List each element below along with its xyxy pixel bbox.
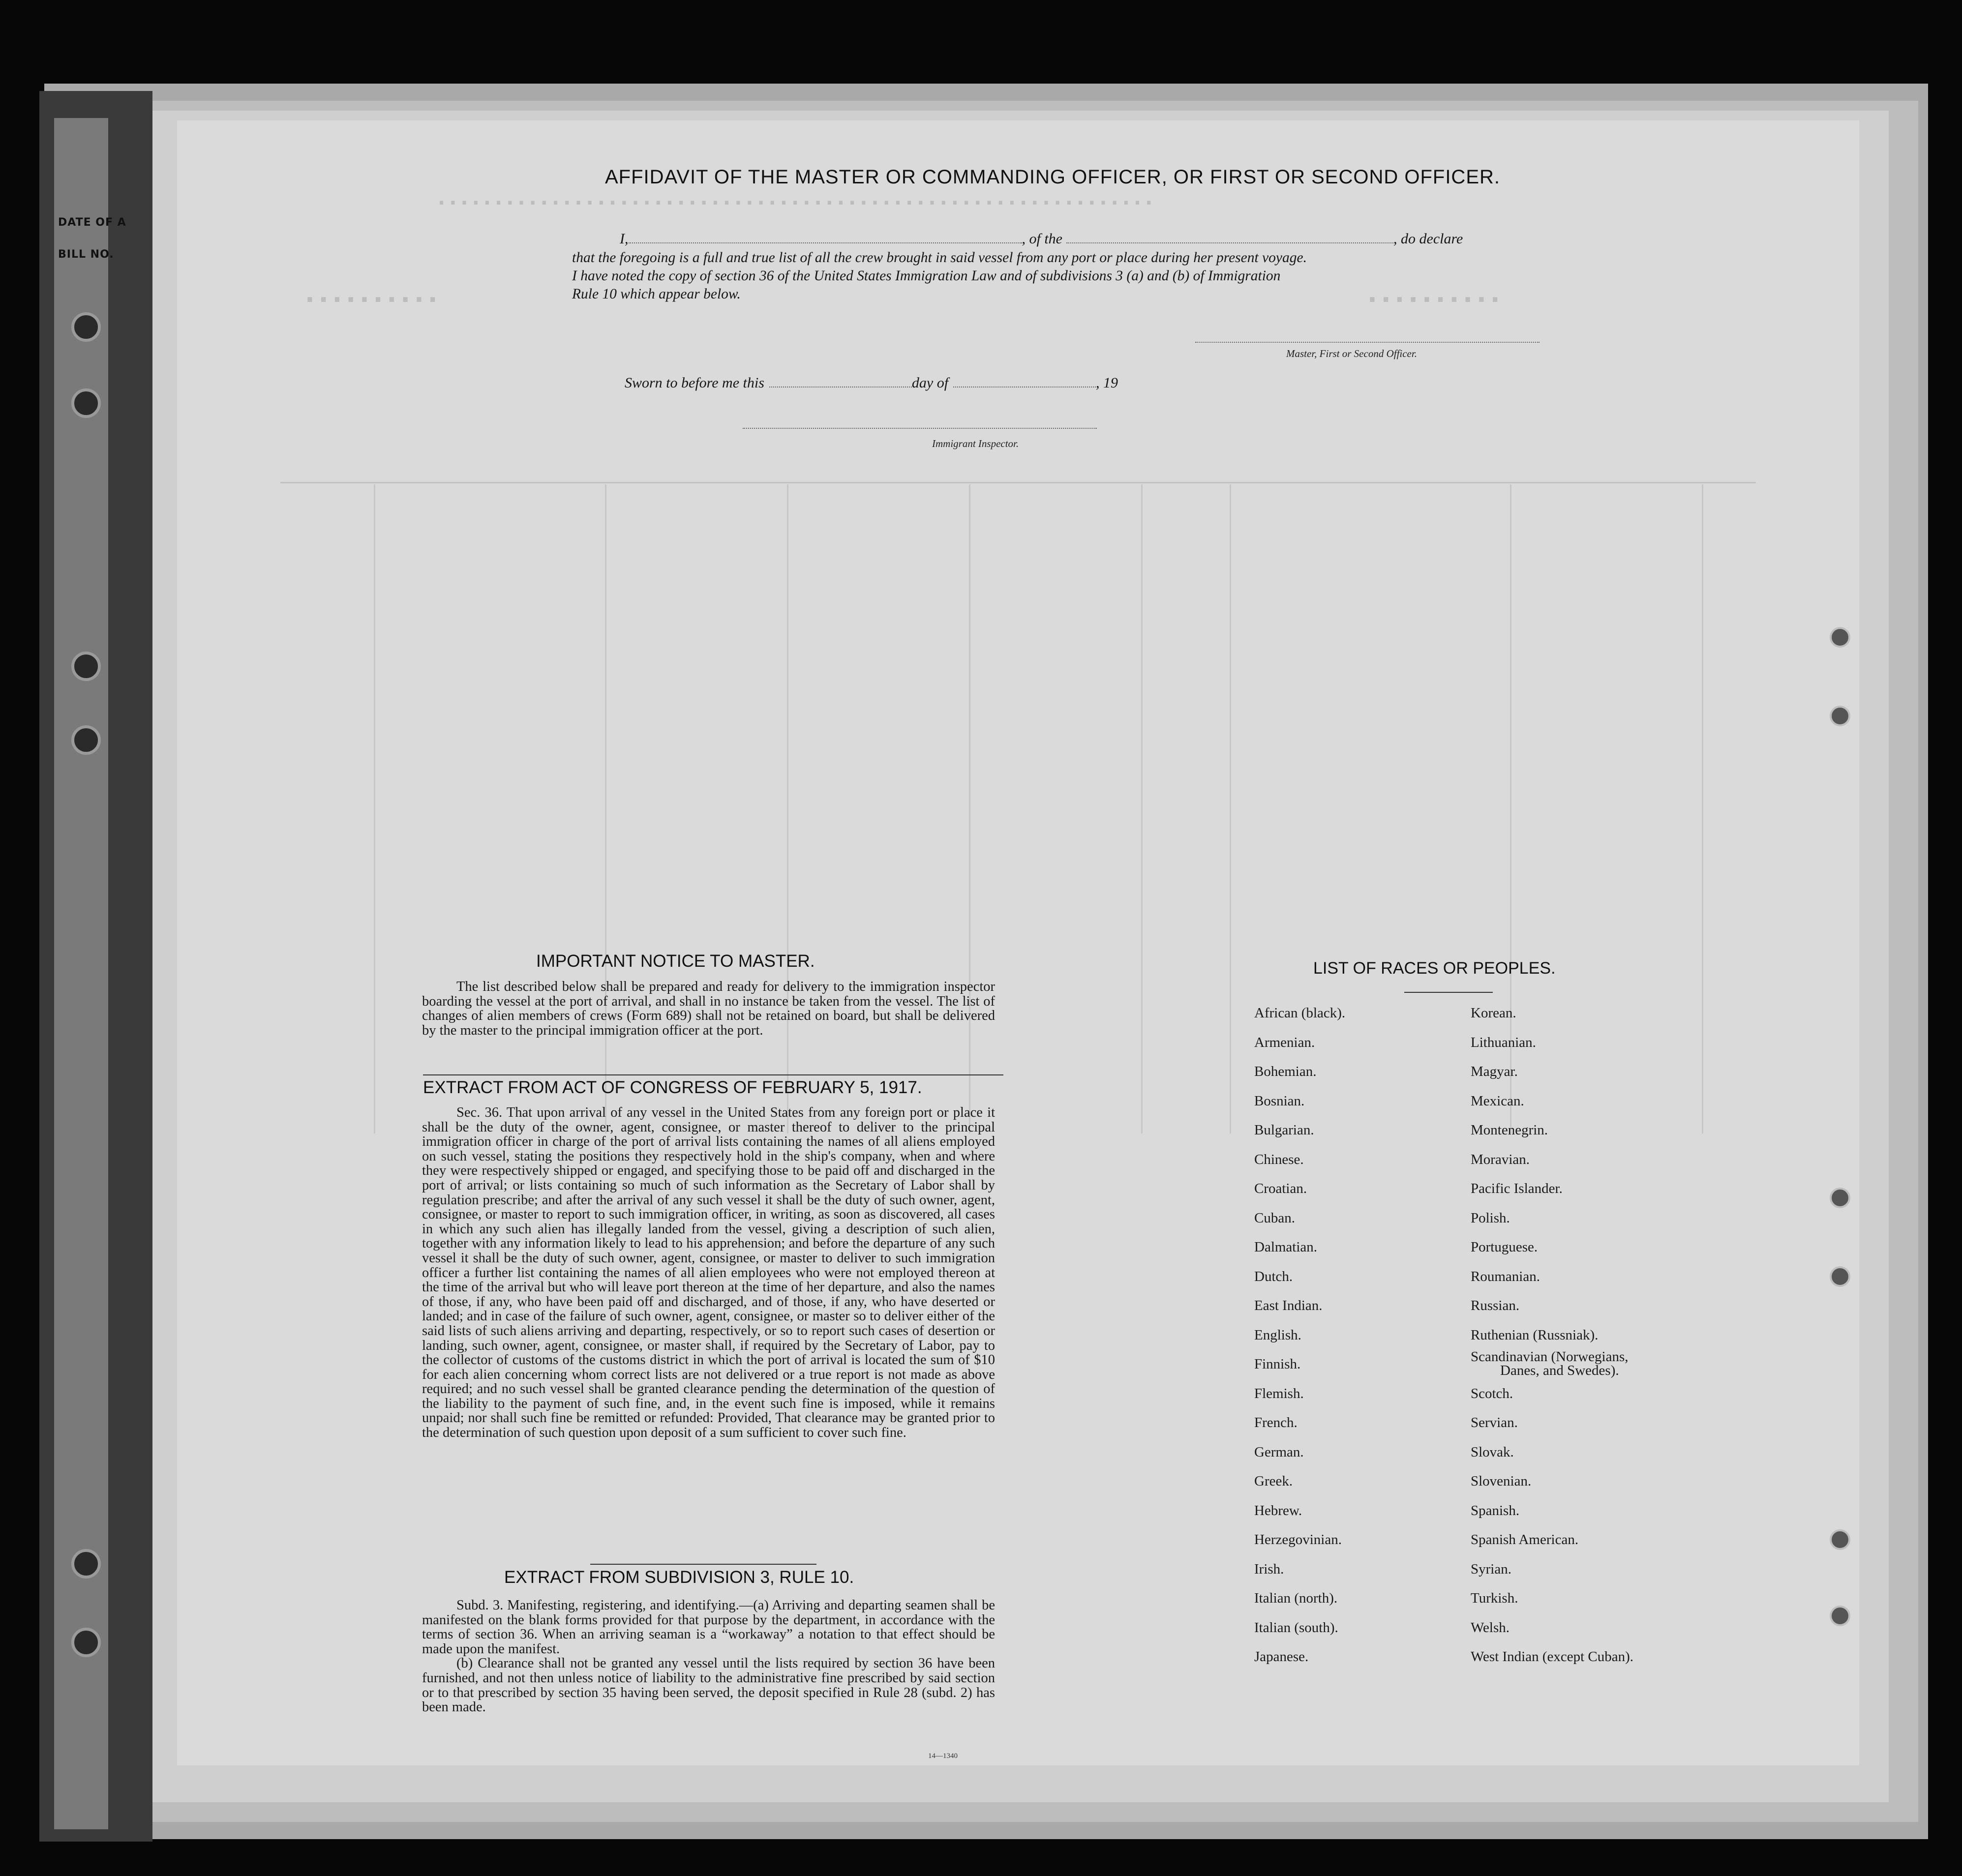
stamp-line-1: DATE OF A: [58, 216, 126, 229]
race-item: Montenegrin.: [1471, 1122, 1548, 1138]
race-item: Korean.: [1471, 1005, 1516, 1021]
rule-text: [422, 1598, 995, 1715]
section-rule: [590, 1564, 816, 1565]
punch-hole: [1830, 1529, 1850, 1550]
binder-ring: [71, 652, 101, 681]
race-item: Finnish.: [1254, 1356, 1301, 1372]
race-item: Dutch.: [1254, 1268, 1293, 1284]
race-item: Chinese.: [1254, 1151, 1304, 1167]
race-item: German.: [1254, 1444, 1304, 1460]
bleed-through-heading: ·······························································: [438, 192, 1157, 214]
race-item: Ruthenian (Russniak).: [1471, 1327, 1599, 1343]
race-item: Hebrew.: [1254, 1502, 1302, 1519]
inspector-signature-line: [743, 428, 1097, 429]
bleed-through-column: [374, 484, 375, 1133]
race-item: Mexican.: [1471, 1093, 1524, 1109]
race-item: Moravian.: [1471, 1151, 1530, 1167]
race-item: Servian.: [1471, 1415, 1518, 1430]
sworn-text: Sworn to before me this: [625, 375, 764, 391]
race-item: Slovak.: [1471, 1444, 1514, 1460]
bleed-through-subheading: ··········: [1367, 285, 1504, 315]
race-item: Welsh.: [1471, 1619, 1510, 1636]
binder-ring: [71, 1628, 101, 1657]
punch-hole: [1830, 706, 1850, 726]
act-paragraph: Sec. 36. That upon arrival of any vessel in the United States from any foreign port or place it shall be the duty of the owner, agent, consignee, or master thereof to deliver to the principal immigration officer in charge of the port of arrival lists containing the names of all aliens employed on such vessel, stating the positions they respectively hold in the ship's company, when and where they were respectively shipped or engaged, and specifying those to be paid off and discharged in the port of arrival; or lists containing so much of such information as the Secretary of Labor shall by regulation prescribe; and after the arrival of any such vessel it shall be the duty of such owner, agent, consignee, or master to report to such immigration officer, in writing, as soon as discovered, all cases in which any such alien has illegally landed from the vessel, giving a description of such alien, together with any information likely to lead to his apprehension; and before the departure of any such vessel it shall be the duty of such owner, agent, consignee, or master to deliver to such immigration officer a further list containing the names of all alien employees who were not employed thereon at the time of the arrival but who will leave port thereon at the time of her departure, and also the names of those, if any, who have been paid off and discharged, and of those, if any, who have deserted or landed; and in case of the failure of such owner, agent, consignee, or master so to deliver either of the said lists of such aliens arriving and departing, respectively, or so to report such cases of desertion or landing, such owner, agent, consignee, or master shall, if required by the Secretary of Labor, pay to the collector of customs of the customs district in which the port of arrival is located the sum of $10 for each alien concerning whom correct lists are not delivered or a true report is not made as above required; and no such vessel shall be granted clearance pending the determination of the question of the liability to the payment of such fine, and, in the event such fine is imposed, while it remains unpaid; nor shall such fine be remitted or refunded: Provided, That clearance may be granted prior to the determination of such question upon deposit of a sum sufficient to cover such fine.: [422, 1105, 995, 1441]
race-item: Scandinavian (Norwegians, Danes, and Swedes).: [1471, 1349, 1629, 1378]
race-item: Scotch.: [1471, 1385, 1513, 1401]
race-item: Roumanian.: [1471, 1268, 1540, 1284]
race-item: Croatian.: [1254, 1181, 1307, 1196]
name-blank: [629, 230, 1022, 243]
master-signature-line: [1195, 342, 1539, 343]
rule-paragraph-b: (b) Clearance shall not be granted any vessel until the lists required by section 36 have been furnished, and not then unless notice of liability to the administrative fine prescribed by said section or to that prescribed by section 35 having been served, the deposit specified in Rule 28 (subd. 2) has been made.: [422, 1656, 995, 1715]
act-text: [422, 1105, 995, 1440]
race-item: Herzegovinian.: [1254, 1532, 1342, 1548]
act-heading: EXTRACT FROM ACT OF CONGRESS OF FEBRUARY 5, 1917.: [423, 1078, 922, 1097]
race-item: Greek.: [1254, 1473, 1293, 1489]
binder-ring: [71, 725, 101, 755]
race-item: Cuban.: [1254, 1210, 1295, 1226]
races-list: [1254, 1005, 1746, 1665]
race-item: Polish.: [1471, 1210, 1510, 1226]
notice-heading: IMPORTANT NOTICE TO MASTER.: [536, 952, 815, 971]
affidavit-declaration-line: [620, 230, 1463, 247]
race-item: Slovenian.: [1471, 1473, 1532, 1489]
notice-text: [422, 980, 995, 1038]
punch-hole: [1830, 627, 1850, 648]
bleed-through-column: [1141, 484, 1143, 1133]
race-item: Bohemian.: [1254, 1064, 1317, 1079]
race-item: Bulgarian.: [1254, 1122, 1314, 1138]
race-item: Lithuanian.: [1471, 1034, 1536, 1050]
bleed-through-table: [280, 482, 1756, 483]
affidavit-of-the: , of the: [1022, 231, 1062, 247]
day-blank: [769, 374, 912, 387]
bleed-through-column: [1230, 484, 1231, 1133]
race-item: West Indian (except Cuban).: [1471, 1649, 1634, 1665]
race-item: Turkish.: [1471, 1590, 1518, 1606]
race-item: Italian (north).: [1254, 1590, 1338, 1606]
section-rule: [423, 1074, 1003, 1075]
race-item: Spanish American.: [1471, 1532, 1579, 1548]
race-item: African (black).: [1254, 1005, 1346, 1021]
race-item: Italian (south).: [1254, 1619, 1338, 1636]
affidavit-title: AFFIDAVIT OF THE MASTER OR COMMANDING OFFICER, OR FIRST OR SECOND OFFICER.: [605, 166, 1500, 188]
binder-ring: [71, 312, 101, 342]
race-item: Dalmatian.: [1254, 1239, 1318, 1255]
affidavit-line-2: that the foregoing is a full and true list of all the crew brought in said vessel from any port or place during her present voyage.: [572, 250, 1307, 266]
notice-paragraph: The list described below shall be prepared and ready for delivery to the immigration inspector boarding the vessel at the port of arrival, and shall in no instance be taken from the vessel. The list of changes of alien members of crews (Form 689) shall not be retained on board, but shall be delivered by the master to the principal immigration officer at the port.: [422, 979, 995, 1038]
month-blank: [953, 374, 1096, 387]
rule-heading: EXTRACT FROM SUBDIVISION 3, RULE 10.: [504, 1568, 854, 1587]
document-page: [177, 120, 1859, 1765]
day-of-text: day of: [911, 375, 949, 391]
affidavit-line-4: Rule 10 which appear below.: [572, 286, 741, 302]
punch-hole: [1830, 1266, 1850, 1287]
races-rule: [1404, 992, 1493, 993]
race-item: East Indian.: [1254, 1298, 1323, 1313]
race-item: Portuguese.: [1471, 1239, 1538, 1255]
inspector-caption: Immigrant Inspector.: [932, 438, 1019, 449]
stamp-line-2: BILL NO.: [58, 248, 114, 261]
affidavit-do-declare: , do declare: [1393, 231, 1463, 247]
binder-ring: [71, 388, 101, 418]
bleed-through-subheading: ··········: [305, 285, 442, 315]
race-item: Pacific Islander.: [1471, 1181, 1563, 1196]
affidavit-line-3: I have noted the copy of section 36 of the United States Immigration Law and of subdivisions 3 (a) and (b) of Immigration: [572, 268, 1281, 284]
rule-paragraph-a: Subd. 3. Manifesting, registering, and identifying.—(a) Arriving and departing seamen shall be manifested on the blank forms provided for that purpose by the department, in accordance with the terms of section 36. When an arriving seaman is a “workaway” a notation to that effect should be made upon the manifest.: [422, 1598, 995, 1657]
punch-hole: [1830, 1188, 1850, 1208]
binder-stamp: [58, 216, 126, 261]
vessel-blank: [1066, 230, 1393, 243]
race-item: French.: [1254, 1415, 1298, 1430]
race-item: Japanese.: [1254, 1649, 1309, 1665]
races-heading: LIST OF RACES OR PEOPLES.: [1313, 959, 1556, 978]
race-item: English.: [1254, 1327, 1301, 1343]
punch-hole: [1830, 1606, 1850, 1626]
race-item: Irish.: [1254, 1561, 1284, 1577]
year-prefix: , 19: [1096, 375, 1118, 391]
race-item: Spanish.: [1471, 1502, 1520, 1519]
race-item: Russian.: [1471, 1298, 1520, 1313]
master-caption: Master, First or Second Officer.: [1286, 348, 1417, 359]
race-item: Magyar.: [1471, 1064, 1518, 1079]
race-item: Bosnian.: [1254, 1093, 1305, 1109]
affidavit-i: I,: [620, 231, 629, 247]
race-item: Flemish.: [1254, 1385, 1304, 1401]
sworn-line: [625, 374, 1118, 391]
race-item: Syrian.: [1471, 1561, 1511, 1577]
form-number: 14—1340: [928, 1752, 958, 1760]
race-item: Armenian.: [1254, 1034, 1315, 1050]
binder-ring: [71, 1549, 101, 1578]
